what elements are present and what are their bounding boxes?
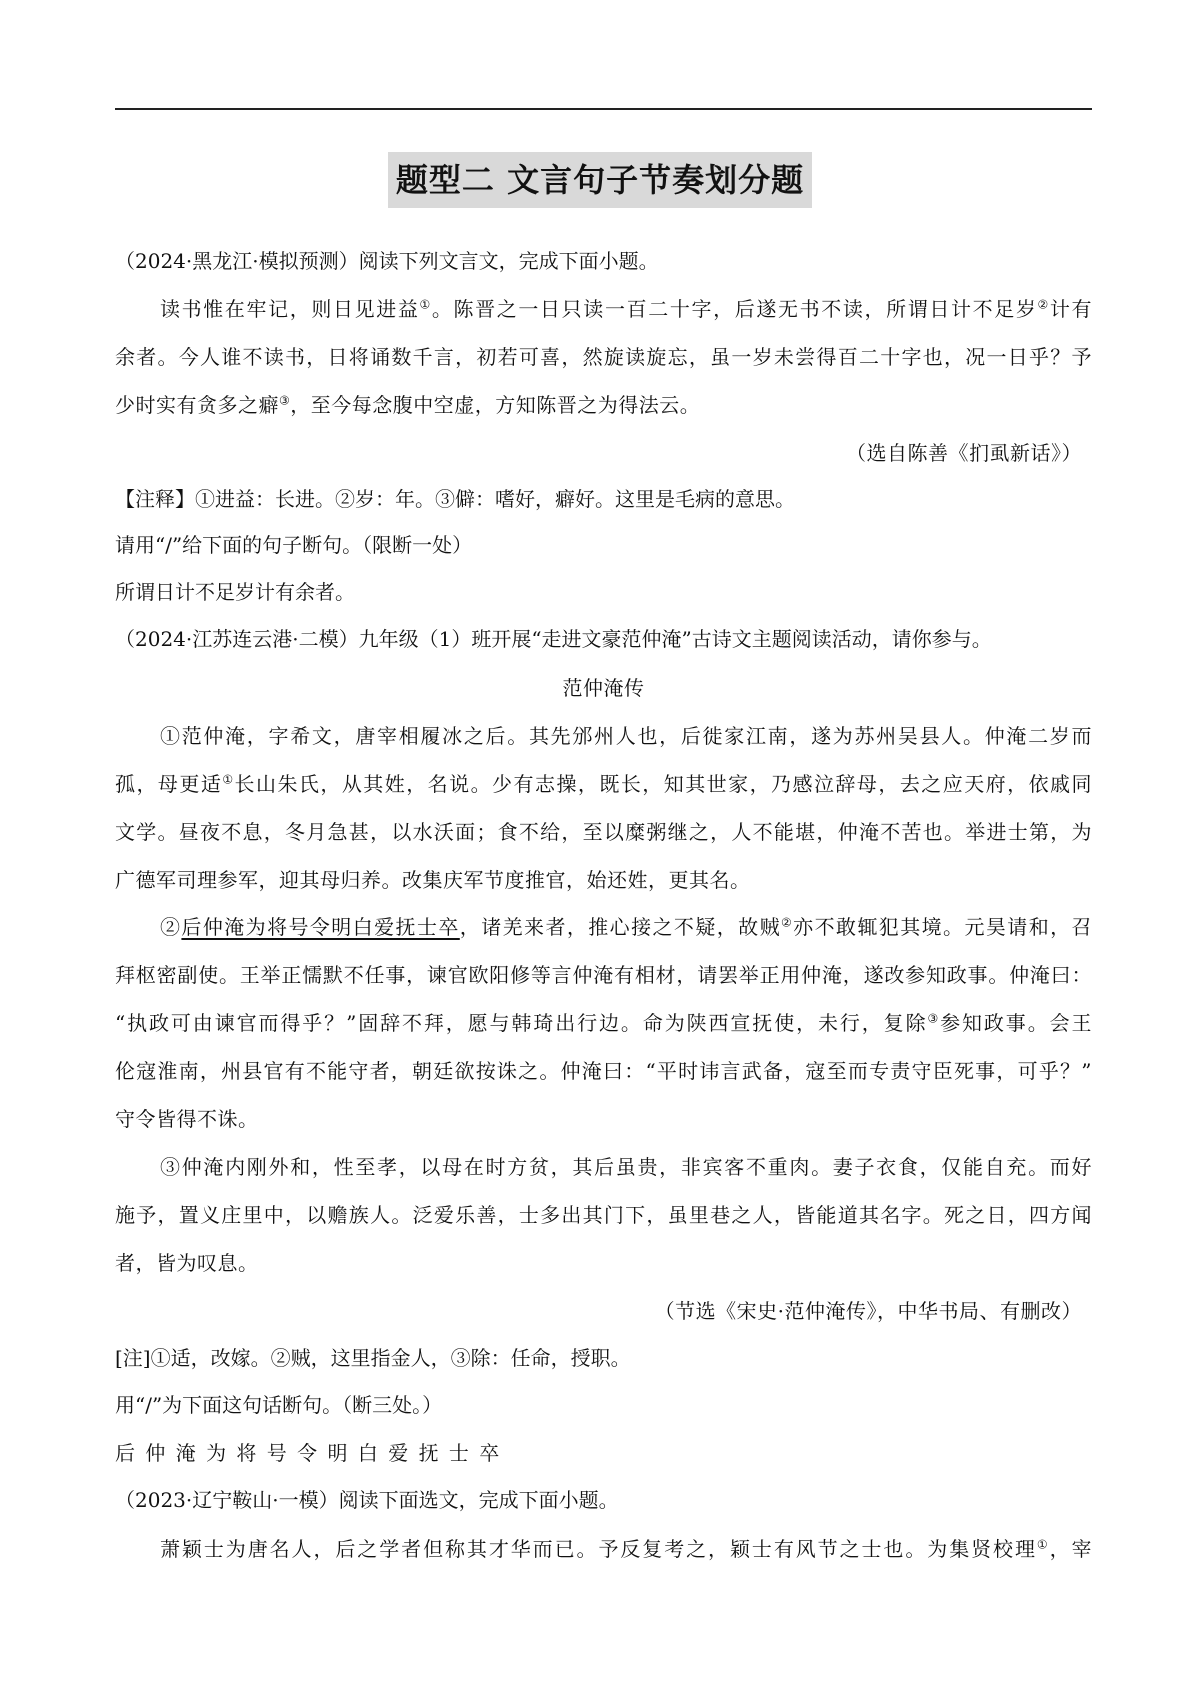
q1-passage-line-2: 余者。今人谁不读书，日将诵数千言，初若可喜，然旋读旋忘，虽一岁未尝得百二十字也，况一日乎？予 (115, 345, 1092, 369)
q2-l5a: ② (160, 915, 182, 939)
q2-line-6: 拜枢密副使。王举正懦默不任事，谏官欧阳修等言仲淹有相材，请罢举正用仲淹，遂改参知政事。仲淹曰： (115, 963, 1092, 987)
q3-line-1 (160, 1535, 1092, 1563)
q2-l7b: 参知政事。会王 (940, 1011, 1092, 1035)
footnote-mark: ② (1037, 297, 1050, 312)
footnote-mark: ① (1036, 1537, 1050, 1552)
q3-l1b: ，宰 (1049, 1537, 1093, 1561)
q2-line-7 (115, 1009, 1092, 1037)
q1-p3b: ，至今每念腹中空虚，方知陈晋之为得法云。 (290, 393, 701, 417)
q1-p1a: 读书惟在牢记，则日见进益 (160, 297, 420, 321)
q2-line-4: 广德军司理参军，迎其母归养。改集庆军节度推官，始还姓，更其名。 (115, 868, 751, 892)
q1-p3a: 少时实有贪多之癖 (115, 393, 279, 417)
q2-intro: （2024·江苏连云港·二模）九年级（1）班开展“走进文豪范仲淹”古诗文主题阅读活动，请你参与。 (115, 627, 992, 651)
q2-line-9: 守令皆得不诛。 (115, 1107, 259, 1131)
q1-intro: （2024·黑龙江·模拟预测）阅读下列文言文，完成下面小题。 (115, 249, 659, 273)
q1-source: （选自陈善《扪虱新话》） (846, 441, 1082, 465)
q2-line-1: ①范仲淹，字希文，唐宰相履冰之后。其先邠州人也，后徙家江南，遂为苏州吴县人。仲淹二岁而 (160, 724, 1092, 748)
footnote-mark: ① (222, 772, 235, 787)
q2-line-10: ③仲淹内刚外和，性至孝，以母在时方贫，其后虽贵，非宾客不重肉。妻子衣食，仅能自充。而好 (160, 1155, 1092, 1179)
q2-l2a: 孤，母更适 (115, 772, 223, 796)
q2-instruction: 用“/”为下面这句话断句。（断三处。） (115, 1393, 443, 1417)
page-title: 题型二 文言句子节奏划分题 (388, 152, 812, 208)
q2-line-12: 者，皆为叹息。 (115, 1251, 259, 1275)
q1-p1c: 计有 (1049, 297, 1093, 321)
q2-l7a: “执政可由谏官而得乎？”固辞不拜，愿与韩琦出行边。命为陕西宣抚使，未行，复除 (115, 1011, 928, 1035)
q2-source: （节选《宋史·范仲淹传》，中华书局、有删改） (654, 1299, 1082, 1323)
top-rule (115, 108, 1092, 110)
q2-line-2 (115, 770, 1092, 798)
q1-passage-line-3 (115, 391, 1092, 419)
q2-line-5 (160, 913, 1092, 941)
q2-article-title: 范仲淹传 (562, 676, 645, 700)
q2-l2b: 长山朱氏，从其姓，名说。少有志操，既长，知其世家，乃感泣辞母，去之应天府，依戚同 (234, 772, 1093, 796)
q2-note: [注]①适，改嫁。②贼，这里指金人，③除：任命，授职。 (115, 1346, 631, 1370)
q1-instruction: 请用“/”给下面的句子断句。（限断一处） (115, 533, 473, 557)
q2-line-8: 伦寇淮南，州县官有不能守者，朝廷欲按诛之。仲淹曰：“平时讳言武备，寇至而专责守臣死事，可乎？” (115, 1059, 1092, 1083)
q1-p1b: 。陈晋之一日只读一百二十字，后遂无书不读，所谓日计不足岁 (431, 297, 1038, 321)
q2-l5c: 亦不敢辄犯其境。元昊请和，召 (793, 915, 1093, 939)
underlined-sentence: 后仲淹为将号令明白爱抚士卒 (181, 915, 460, 939)
footnote-mark: ② (780, 915, 794, 930)
footnote-mark: ① (419, 297, 432, 312)
footnote-mark: ③ (279, 393, 291, 408)
q2-sentence: 后 仲 淹 为 将 号 令 明 白 爱 抚 士 卒 (115, 1441, 502, 1465)
q1-passage-line-1 (160, 295, 1092, 323)
title-container (0, 152, 1200, 208)
q1-sentence: 所谓日计不足岁计有余者。 (115, 580, 355, 604)
q3-intro: （2023·辽宁鞍山·一模）阅读下面选文，完成下面小题。 (115, 1488, 619, 1512)
footnote-mark: ③ (927, 1011, 941, 1026)
q3-l1a: 萧颖士为唐名人，后之学者但称其才华而已。予反复考之，颖士有风节之士也。为集贤校理 (160, 1537, 1037, 1561)
q2-l5b: ，诸羌来者，推心接之不疑，故贼 (459, 915, 781, 939)
q1-note: 【注释】①进益：长进。②岁：年。③僻：嗜好，癖好。这里是毛病的意思。 (115, 487, 795, 511)
q2-line-3: 文学。昼夜不息，冬月急甚，以水沃面；食不给，至以糜粥继之，人不能堪，仲淹不苦也。举进士第，为 (115, 820, 1092, 844)
q2-line-11: 施予，置义庄里中，以赡族人。泛爱乐善，士多出其门下，虽里巷之人，皆能道其名字。死之日，四方闻 (115, 1203, 1092, 1227)
